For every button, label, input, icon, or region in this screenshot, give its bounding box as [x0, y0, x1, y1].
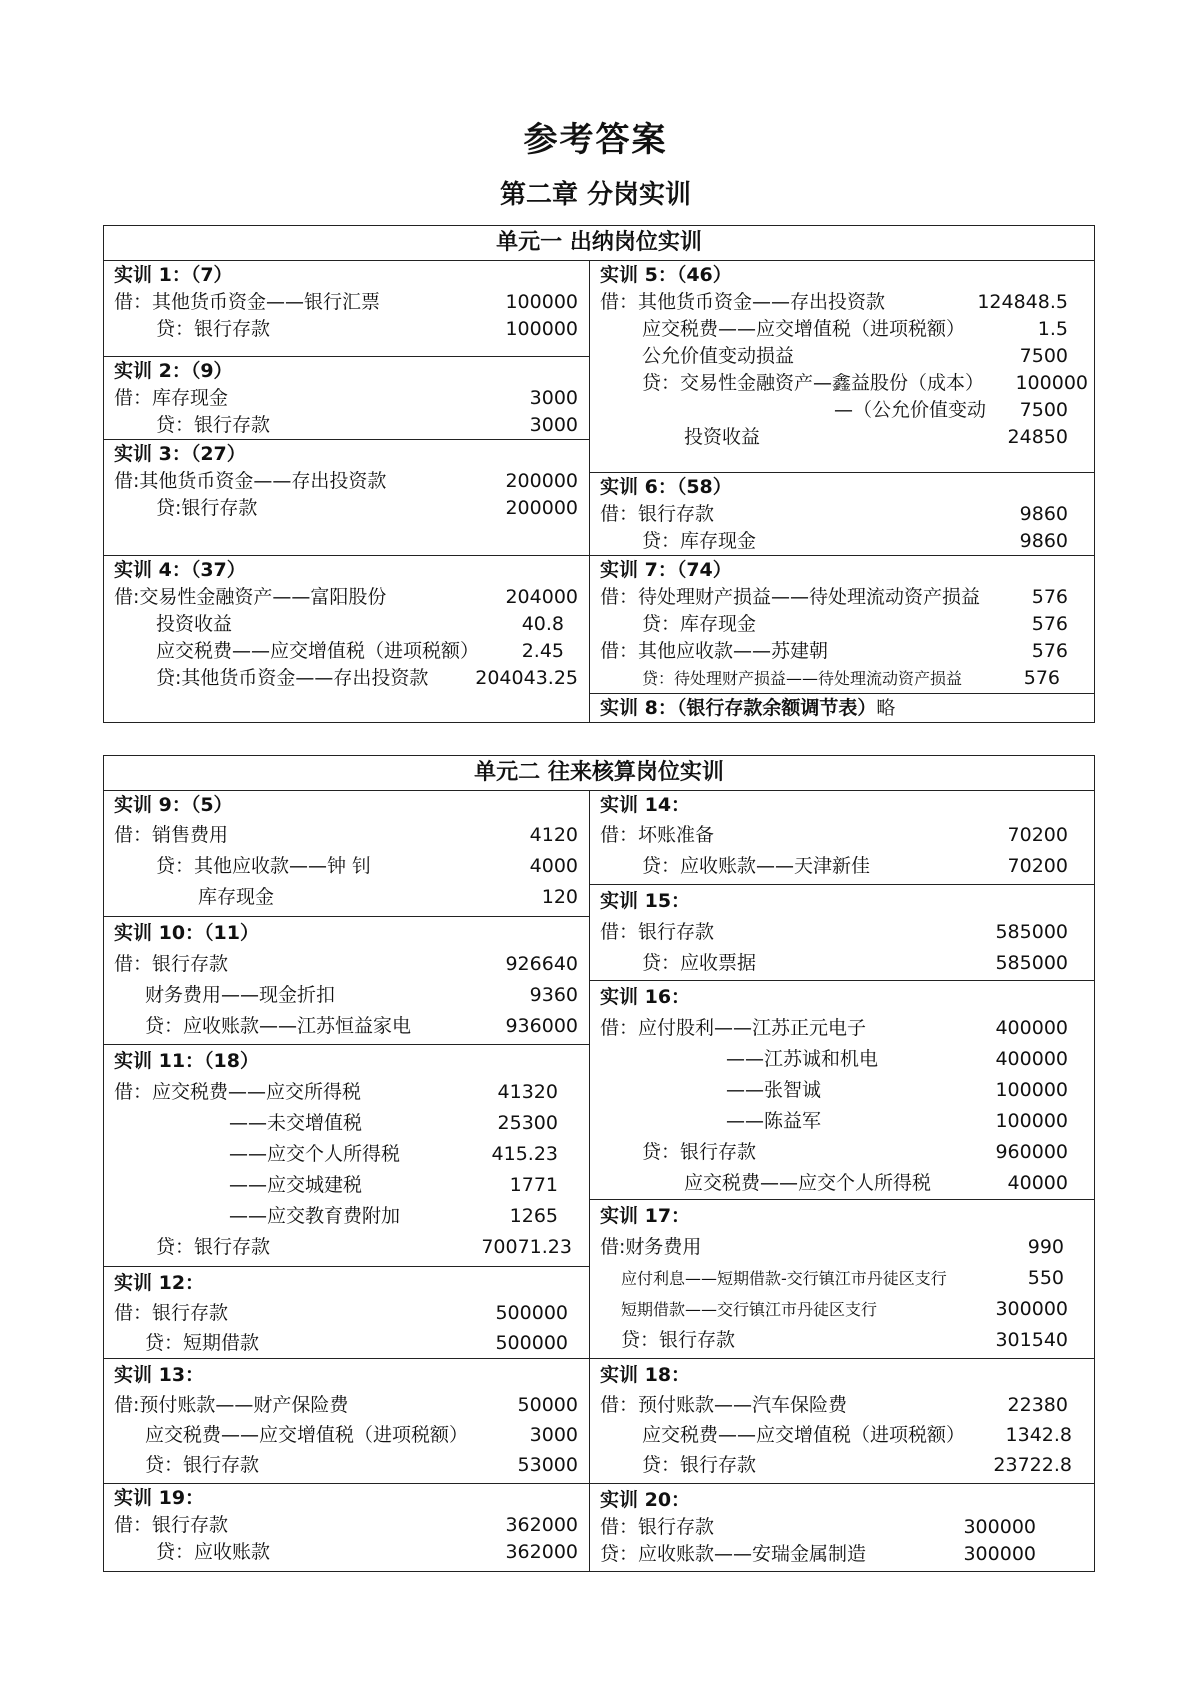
entry-amount: 200000	[505, 497, 578, 519]
entry-amount: 500000	[495, 1332, 568, 1354]
unit1-table	[103, 225, 1095, 723]
entry-text: ——未交增值税	[229, 1112, 363, 1134]
exercise-title: 实训 9：（5）	[114, 794, 233, 816]
entry-text: 应交税费——应交增值税（进项税额）	[145, 1424, 469, 1446]
exercise-title: 实训 6：（58）	[600, 476, 732, 498]
exercise-note: 略	[876, 697, 896, 719]
row-divider	[104, 916, 590, 917]
entry-amount: 200000	[505, 470, 578, 492]
entry-text: 借:交易性金融资产——富阳股份	[114, 586, 387, 608]
entry-text: ——江苏诚和机电	[726, 1048, 879, 1070]
exercise-title: 实训 4：（37）	[114, 559, 246, 581]
entry-amount: 1342.8	[1005, 1424, 1072, 1446]
entry-text: 借：银行存款	[600, 503, 715, 525]
entry-line	[600, 501, 1082, 528]
entry-line	[114, 1110, 578, 1137]
entry-amount: 1.5	[1037, 318, 1068, 340]
row-divider	[104, 1266, 590, 1267]
entry-line	[114, 316, 578, 343]
entry-text: 借：银行存款	[114, 1514, 229, 1536]
entry-amount: 926640	[505, 953, 578, 975]
entry-text: 应交税费——应交增值税（进项税额）	[642, 1424, 966, 1446]
entry-amount: 400000	[995, 1017, 1068, 1039]
entry-text: 借:预付账款——财产保险费	[114, 1394, 349, 1416]
entry-amount: 415.23	[491, 1143, 558, 1165]
entry-amount: 120	[541, 886, 578, 908]
exercise-title: 实训 14：	[600, 794, 691, 816]
exercise-title: 实训 3：（27）	[114, 443, 246, 465]
entry-text: 贷：银行存款	[156, 414, 271, 436]
entry-amount: 22380	[1007, 1394, 1068, 1416]
entry-amount: 100000	[505, 318, 578, 340]
entry-amount: 124848.5	[977, 291, 1068, 313]
entry-amount: 936000	[505, 1015, 578, 1037]
row-divider	[590, 980, 1094, 981]
entry-line	[114, 951, 578, 978]
entry-amount: 1265	[509, 1205, 558, 1227]
entry-text: 借：银行存款	[600, 1516, 715, 1538]
entry-amount: 204043.25	[475, 667, 578, 689]
entry-amount: 4000	[529, 855, 578, 877]
entry-text: 贷：银行存款	[145, 1454, 260, 1476]
entry-amount: 576	[1031, 613, 1068, 635]
entry-line	[600, 528, 1082, 555]
entry-amount: 585000	[995, 921, 1068, 943]
exercise-title: 实训 15：	[600, 890, 691, 912]
entry-text: 借：银行存款	[600, 921, 715, 943]
entry-line	[600, 1327, 1082, 1354]
entry-amount: 3000	[529, 1424, 578, 1446]
entry-line	[600, 1514, 1082, 1541]
entry-text: 贷：短期借款	[145, 1332, 260, 1354]
row-divider	[590, 1483, 1094, 1484]
entry-text: ——应交教育费附加	[229, 1205, 401, 1227]
entry-text: ——陈益军	[726, 1110, 822, 1132]
entry-text: —（公允价值变动	[834, 399, 987, 421]
entry-line	[600, 638, 1082, 665]
entry-text: 财务费用——现金折扣	[145, 984, 336, 1006]
entry-amount: 362000	[505, 1514, 578, 1536]
entry-amount: 576	[1031, 640, 1068, 662]
page-title: 参考答案	[523, 120, 668, 160]
entry-text: 贷：银行存款	[156, 318, 271, 340]
entry-text: 贷：库存现金	[642, 613, 757, 635]
entry-text: 借：其他货币资金——存出投资款	[600, 291, 886, 313]
entry-text: 贷：交易性金融资产—鑫益股份（成本）	[642, 372, 985, 394]
unit1-header: 单元一 出纳岗位实训	[104, 226, 1094, 261]
entry-text: 借：银行存款	[114, 1302, 229, 1324]
exercise-title: 实训 5：（46）	[600, 264, 732, 286]
entry-text: 贷:其他货币资金——存出投资款	[156, 667, 429, 689]
entry-line	[600, 950, 1082, 977]
entry-line	[114, 638, 578, 665]
entry-text: 贷：其他应收款——钟 钊	[156, 855, 372, 877]
entry-text: 投资收益	[684, 426, 761, 448]
row-divider	[590, 472, 1094, 473]
entry-amount: 41320	[497, 1081, 558, 1103]
entry-line	[114, 853, 578, 880]
entry-amount: 70200	[1007, 855, 1068, 877]
row-divider	[104, 1483, 590, 1484]
entry-line	[114, 1392, 578, 1419]
entry-line	[600, 1046, 1082, 1073]
exercise-title: 实训 10：（11）	[114, 922, 259, 944]
entry-line	[600, 1422, 1082, 1449]
entry-amount: 40.8	[521, 613, 564, 635]
entry-text: 贷：应收账款——安瑞金属制造	[600, 1543, 867, 1565]
entry-amount: 3000	[529, 387, 578, 409]
exercise-title: 实训 12：	[114, 1272, 205, 1294]
entry-line	[600, 1108, 1082, 1135]
exercise-title: 实训 20：	[600, 1489, 691, 1511]
entry-line	[600, 1234, 1082, 1261]
entry-line	[600, 1077, 1082, 1104]
entry-amount: 7500	[1019, 345, 1068, 367]
entry-text: 借：应交税费——应交所得税	[114, 1081, 362, 1103]
entry-line	[114, 982, 578, 1009]
row-divider	[590, 1358, 1094, 1359]
row-divider	[104, 1358, 590, 1359]
exercise-title: 实训 2：（9）	[114, 360, 233, 382]
entry-line	[600, 1015, 1082, 1042]
entry-amount: 2.45	[521, 640, 564, 662]
entry-text: 应交税费——应交增值税（进项税额）	[156, 640, 480, 662]
exercise-title: 实训 13：	[114, 1364, 205, 1386]
entry-line	[600, 343, 1082, 370]
entry-line	[114, 584, 578, 611]
entry-line	[600, 1170, 1082, 1197]
entry-text: 借：库存现金	[114, 387, 229, 409]
entry-amount: 70071.23	[481, 1236, 572, 1258]
entry-amount: 7500	[1019, 399, 1068, 421]
entry-line	[600, 822, 1082, 849]
row-divider	[104, 439, 590, 440]
unit2-header: 单元二 往来核算岗位实训	[104, 756, 1094, 791]
entry-amount: 40000	[1007, 1172, 1068, 1194]
entry-line	[114, 468, 578, 495]
entry-amount: 204000	[505, 586, 578, 608]
entry-line	[114, 1300, 578, 1327]
entry-amount: 25300	[497, 1112, 558, 1134]
entry-text: 贷：应收票据	[642, 952, 757, 974]
entry-amount: 100000	[995, 1110, 1068, 1132]
entry-text: 公允价值变动损益	[642, 345, 795, 367]
exercise-title: 实训 1：（7）	[114, 264, 233, 286]
entry-text: 借：预付账款——汽车保险费	[600, 1394, 848, 1416]
entry-line	[600, 289, 1082, 316]
entry-line	[114, 1079, 578, 1106]
entry-line	[114, 1539, 578, 1566]
entry-line	[600, 1392, 1082, 1419]
entry-amount: 9860	[1019, 530, 1068, 552]
entry-line	[114, 1234, 578, 1261]
entry-line	[114, 1452, 578, 1479]
entry-text: 投资收益	[156, 613, 233, 635]
entry-text: 库存现金	[198, 886, 275, 908]
entry-text: 借：应付股利——江苏正元电子	[600, 1017, 867, 1039]
entry-text: 借：销售费用	[114, 824, 229, 846]
exercise-title-text: 实训 8：（银行存款余额调节表）	[600, 697, 877, 719]
row-divider	[104, 555, 590, 556]
entry-line	[114, 1141, 578, 1168]
chapter-title: 第二章 分岗实训	[499, 180, 692, 210]
row-divider	[590, 884, 1094, 885]
entry-amount: 70200	[1007, 824, 1068, 846]
entry-amount: 4120	[529, 824, 578, 846]
entry-amount: 3000	[529, 414, 578, 436]
entry-line	[600, 1296, 1082, 1323]
row-divider	[590, 555, 1094, 556]
exercise-title: 实训 11：（18）	[114, 1050, 259, 1072]
entry-line	[114, 412, 578, 439]
entry-amount: 24850	[1007, 426, 1068, 448]
entry-line	[600, 611, 1082, 638]
entry-amount: 576	[1031, 586, 1068, 608]
entry-text: 借：银行存款	[114, 953, 229, 975]
entry-text: 贷：银行存款	[642, 1141, 757, 1163]
entry-line	[600, 397, 1082, 424]
entry-text: 借：其他应收款——苏建朝	[600, 640, 829, 662]
entry-line	[600, 1139, 1082, 1166]
entry-text: 借：其他货币资金——银行汇票	[114, 291, 381, 313]
entry-line	[600, 1265, 1082, 1292]
entry-text: 借：待处理财产损益——待处理流动资产损益	[600, 586, 981, 608]
entry-amount: 301540	[995, 1329, 1068, 1351]
entry-amount: 300000	[963, 1543, 1036, 1565]
entry-line	[114, 1330, 578, 1357]
entry-text: ——应交个人所得税	[229, 1143, 401, 1165]
entry-amount: 100000	[1015, 372, 1088, 394]
entry-amount: 9860	[1019, 503, 1068, 525]
entry-amount: 50000	[517, 1394, 578, 1416]
entry-line	[600, 665, 1082, 692]
entry-text: 贷：银行存款	[156, 1236, 271, 1258]
exercise-title	[600, 695, 1082, 722]
entry-line	[114, 611, 578, 638]
entry-line	[600, 584, 1082, 611]
entry-line	[114, 884, 578, 911]
row-divider	[590, 1199, 1094, 1200]
entry-text: 贷：应收账款	[156, 1541, 271, 1563]
entry-amount: 576	[1023, 667, 1060, 689]
entry-line	[114, 822, 578, 849]
unit2-table	[103, 755, 1095, 1572]
entry-amount: 960000	[995, 1141, 1068, 1163]
entry-amount: 53000	[517, 1454, 578, 1476]
entry-text: 短期借款——交行镇江市丹徒区支行	[621, 1300, 878, 1319]
entry-text: 借:其他货币资金——存出投资款	[114, 470, 387, 492]
exercise-title: 实训 16：	[600, 986, 691, 1008]
entry-line	[600, 424, 1082, 451]
entry-line	[600, 370, 1088, 397]
column-divider	[589, 260, 590, 722]
entry-text: 贷：银行存款	[621, 1329, 736, 1351]
entry-line	[114, 1512, 578, 1539]
entry-text: ——应交城建税	[229, 1174, 363, 1196]
entry-amount: 300000	[995, 1298, 1068, 1320]
entry-amount: 23722.8	[993, 1454, 1072, 1476]
entry-text: 借：坏账准备	[600, 824, 715, 846]
entry-amount: 550	[1027, 1267, 1064, 1289]
exercise-title: 实训 18：	[600, 1364, 691, 1386]
entry-line	[114, 1422, 578, 1449]
entry-amount: 100000	[995, 1079, 1068, 1101]
entry-amount: 100000	[505, 291, 578, 313]
column-divider	[589, 790, 590, 1571]
entry-text: 贷：银行存款	[642, 1454, 757, 1476]
entry-text: 贷：应收账款——天津新佳	[642, 855, 871, 877]
row-divider	[104, 356, 590, 357]
entry-text: 应交税费——应交增值税（进项税额）	[642, 318, 966, 340]
entry-line	[114, 665, 578, 692]
entry-line	[114, 495, 578, 522]
entry-amount: 500000	[495, 1302, 568, 1324]
entry-amount: 300000	[963, 1516, 1036, 1538]
entry-line	[114, 1203, 578, 1230]
entry-amount: 9360	[529, 984, 578, 1006]
entry-amount: 362000	[505, 1541, 578, 1563]
entry-text: 贷：待处理财产损益——待处理流动资产损益	[642, 669, 963, 688]
entry-line	[114, 289, 578, 316]
row-divider	[590, 693, 1094, 694]
entry-line	[600, 316, 1082, 343]
entry-amount: 1771	[509, 1174, 558, 1196]
entry-amount: 400000	[995, 1048, 1068, 1070]
entry-line	[600, 1541, 1082, 1568]
entry-line	[600, 1452, 1082, 1479]
entry-text: 贷：应收账款——江苏恒益家电	[145, 1015, 412, 1037]
entry-text: 贷：库存现金	[642, 530, 757, 552]
exercise-title: 实训 17：	[600, 1205, 691, 1227]
entry-text: 应付利息——短期借款-交行镇江市丹徒区支行	[621, 1269, 947, 1288]
entry-text: 应交税费——应交个人所得税	[684, 1172, 932, 1194]
entry-amount: 990	[1027, 1236, 1064, 1258]
entry-amount: 585000	[995, 952, 1068, 974]
entry-line	[114, 385, 578, 412]
row-divider	[104, 1044, 590, 1045]
entry-text: ——张智诚	[726, 1079, 822, 1101]
entry-line	[600, 853, 1082, 880]
entry-text: 借:财务费用	[600, 1236, 702, 1258]
entry-text: 贷:银行存款	[156, 497, 258, 519]
exercise-title: 实训 7：（74）	[600, 559, 732, 581]
entry-line	[114, 1013, 578, 1040]
entry-line	[600, 919, 1082, 946]
exercise-title: 实训 19：	[114, 1487, 205, 1509]
entry-line	[114, 1172, 578, 1199]
